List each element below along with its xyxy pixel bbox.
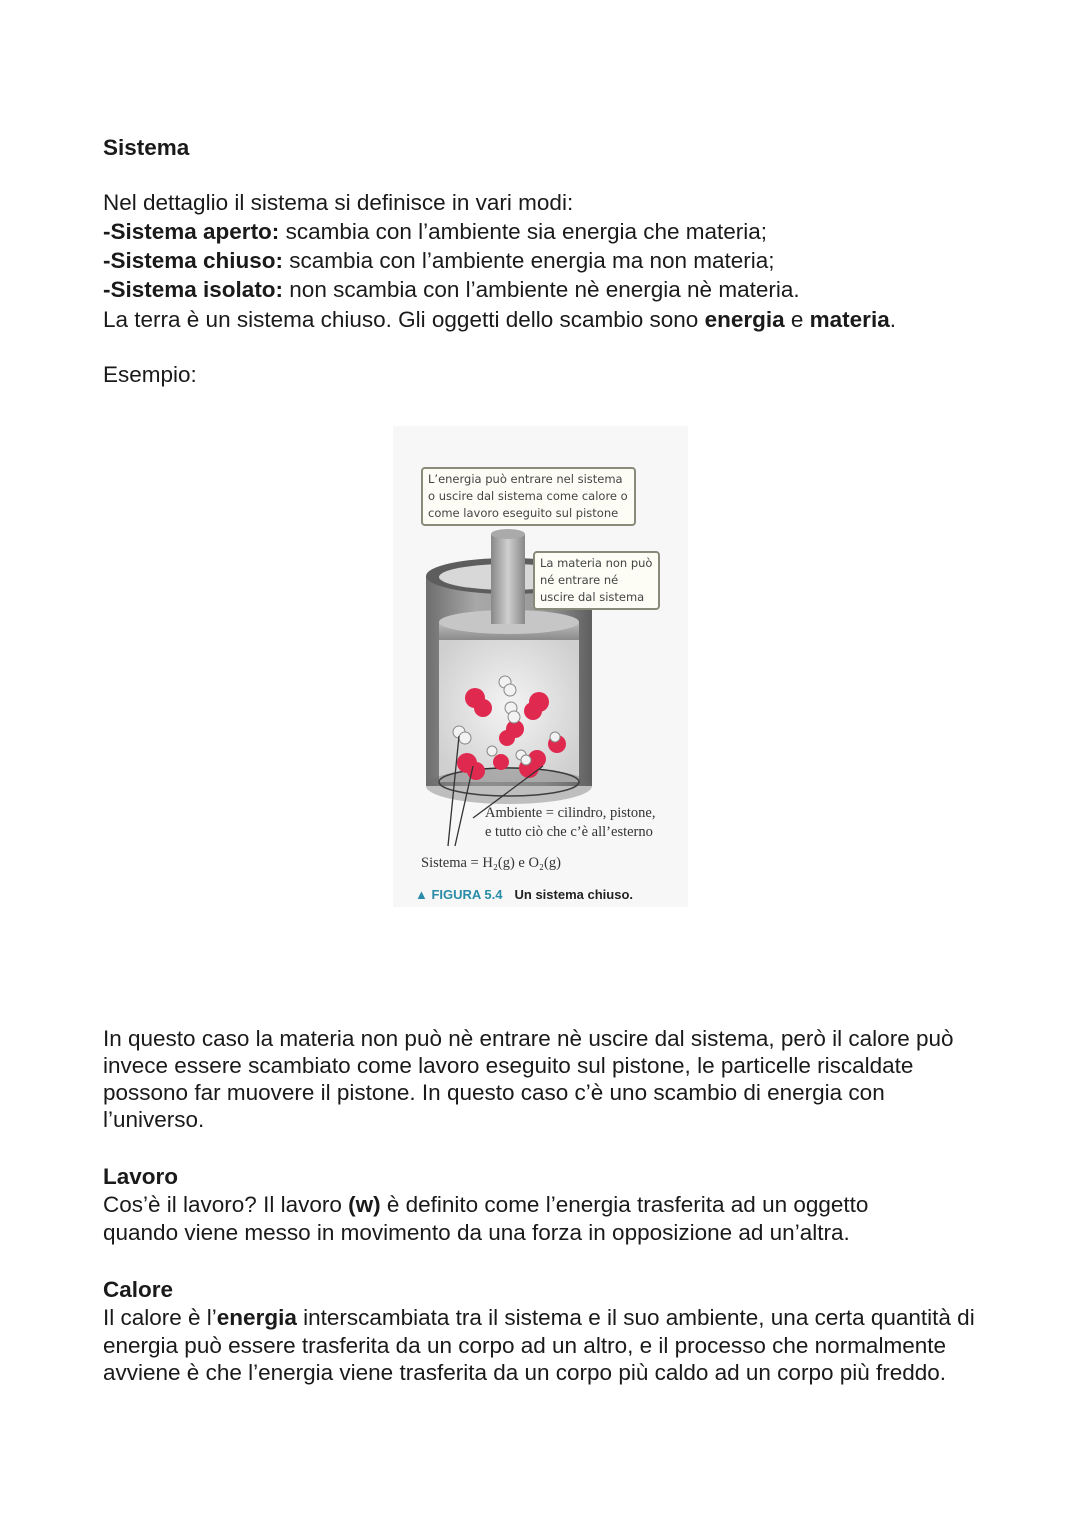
desc: scambia con l’ambiente energia ma non materia; — [283, 248, 775, 273]
piston-rod — [491, 534, 525, 624]
example-label: Esempio: — [103, 362, 197, 387]
calore-post: interscambiata tra il sistema e il suo ambiente, una certa quantità di energia può essere trasferita da un corpo ad un altro, e il processo che normalmente avviene è che l’energia viene trasferita da un corpo più caldo ad un corpo più freddo. — [103, 1305, 975, 1385]
piston-rod-top — [491, 529, 525, 539]
sistema-intro: Nel dettaglio il sistema si definisce in vari modi: — [103, 190, 574, 215]
figure-caption — [415, 887, 633, 902]
cylinder-base-shadow — [426, 768, 592, 804]
lavoro-post: è definito come l’energia trasferita ad un oggetto quando viene messo in movimento da una forza in opposizione ad un’altra. — [103, 1192, 869, 1245]
desc: scambia con l’ambiente sia energia che materia; — [279, 219, 768, 244]
callout-energy: L’energia può entrare nel sistema o uscire dal sistema come calore o come lavoro eseguito sul pistone — [421, 467, 636, 526]
term: -Sistema chiuso: — [103, 248, 284, 273]
closing-mid: e — [784, 307, 810, 332]
lavoro-pre: Cos’è il lavoro? Il lavoro — [103, 1192, 349, 1217]
heading-calore: Calore — [103, 1277, 174, 1302]
closed-system-figure — [393, 426, 688, 907]
list-item-chiuso — [103, 246, 983, 275]
closing-post: . — [889, 307, 896, 332]
bold-materia: materia — [809, 307, 890, 332]
sistema-closing — [103, 305, 983, 334]
closing-pre: La terra è un sistema chiuso. Gli oggetti dello scambio sono — [103, 307, 705, 332]
list-item-aperto — [103, 217, 983, 246]
ambiente-label-line1: Ambiente = cilindro, pistone, — [485, 805, 656, 821]
calore-pre: Il calore è l’ — [103, 1305, 217, 1330]
heading-lavoro: Lavoro — [103, 1164, 179, 1189]
lavoro-bold: (w) — [348, 1192, 381, 1217]
term: -Sistema isolato: — [103, 277, 284, 302]
callout-matter: La materia non può né entrare né uscire dal sistema — [533, 551, 660, 610]
paragraph-lavoro — [103, 1191, 933, 1247]
figure-caption-text: Un sistema chiuso. — [514, 887, 633, 902]
term: -Sistema aperto: — [103, 219, 280, 244]
desc: non scambia con l’ambiente nè energia nè materia. — [283, 277, 800, 302]
paragraph-case: In questo caso la materia non può nè entrare nè uscire dal sistema, però il calore può invece essere scambiato come lavoro eseguito sul pistone, le particelle riscaldate possono far muovere il pistone. In questo caso c’è uno scambio di energia con l’universo. — [103, 1026, 954, 1132]
list-item-isolato — [103, 275, 983, 304]
heading-sistema: Sistema — [103, 135, 190, 160]
sistema-label: Sistema = H₂(g) e O₂(g) — [421, 855, 561, 871]
calore-bold: energia — [216, 1305, 297, 1330]
figure-number: ▲ FIGURA 5.4 — [415, 887, 503, 902]
paragraph-calore — [103, 1304, 983, 1387]
ambiente-label-line2: e tutto ciò che c’è all’esterno — [485, 824, 653, 840]
bold-energia: energia — [704, 307, 785, 332]
